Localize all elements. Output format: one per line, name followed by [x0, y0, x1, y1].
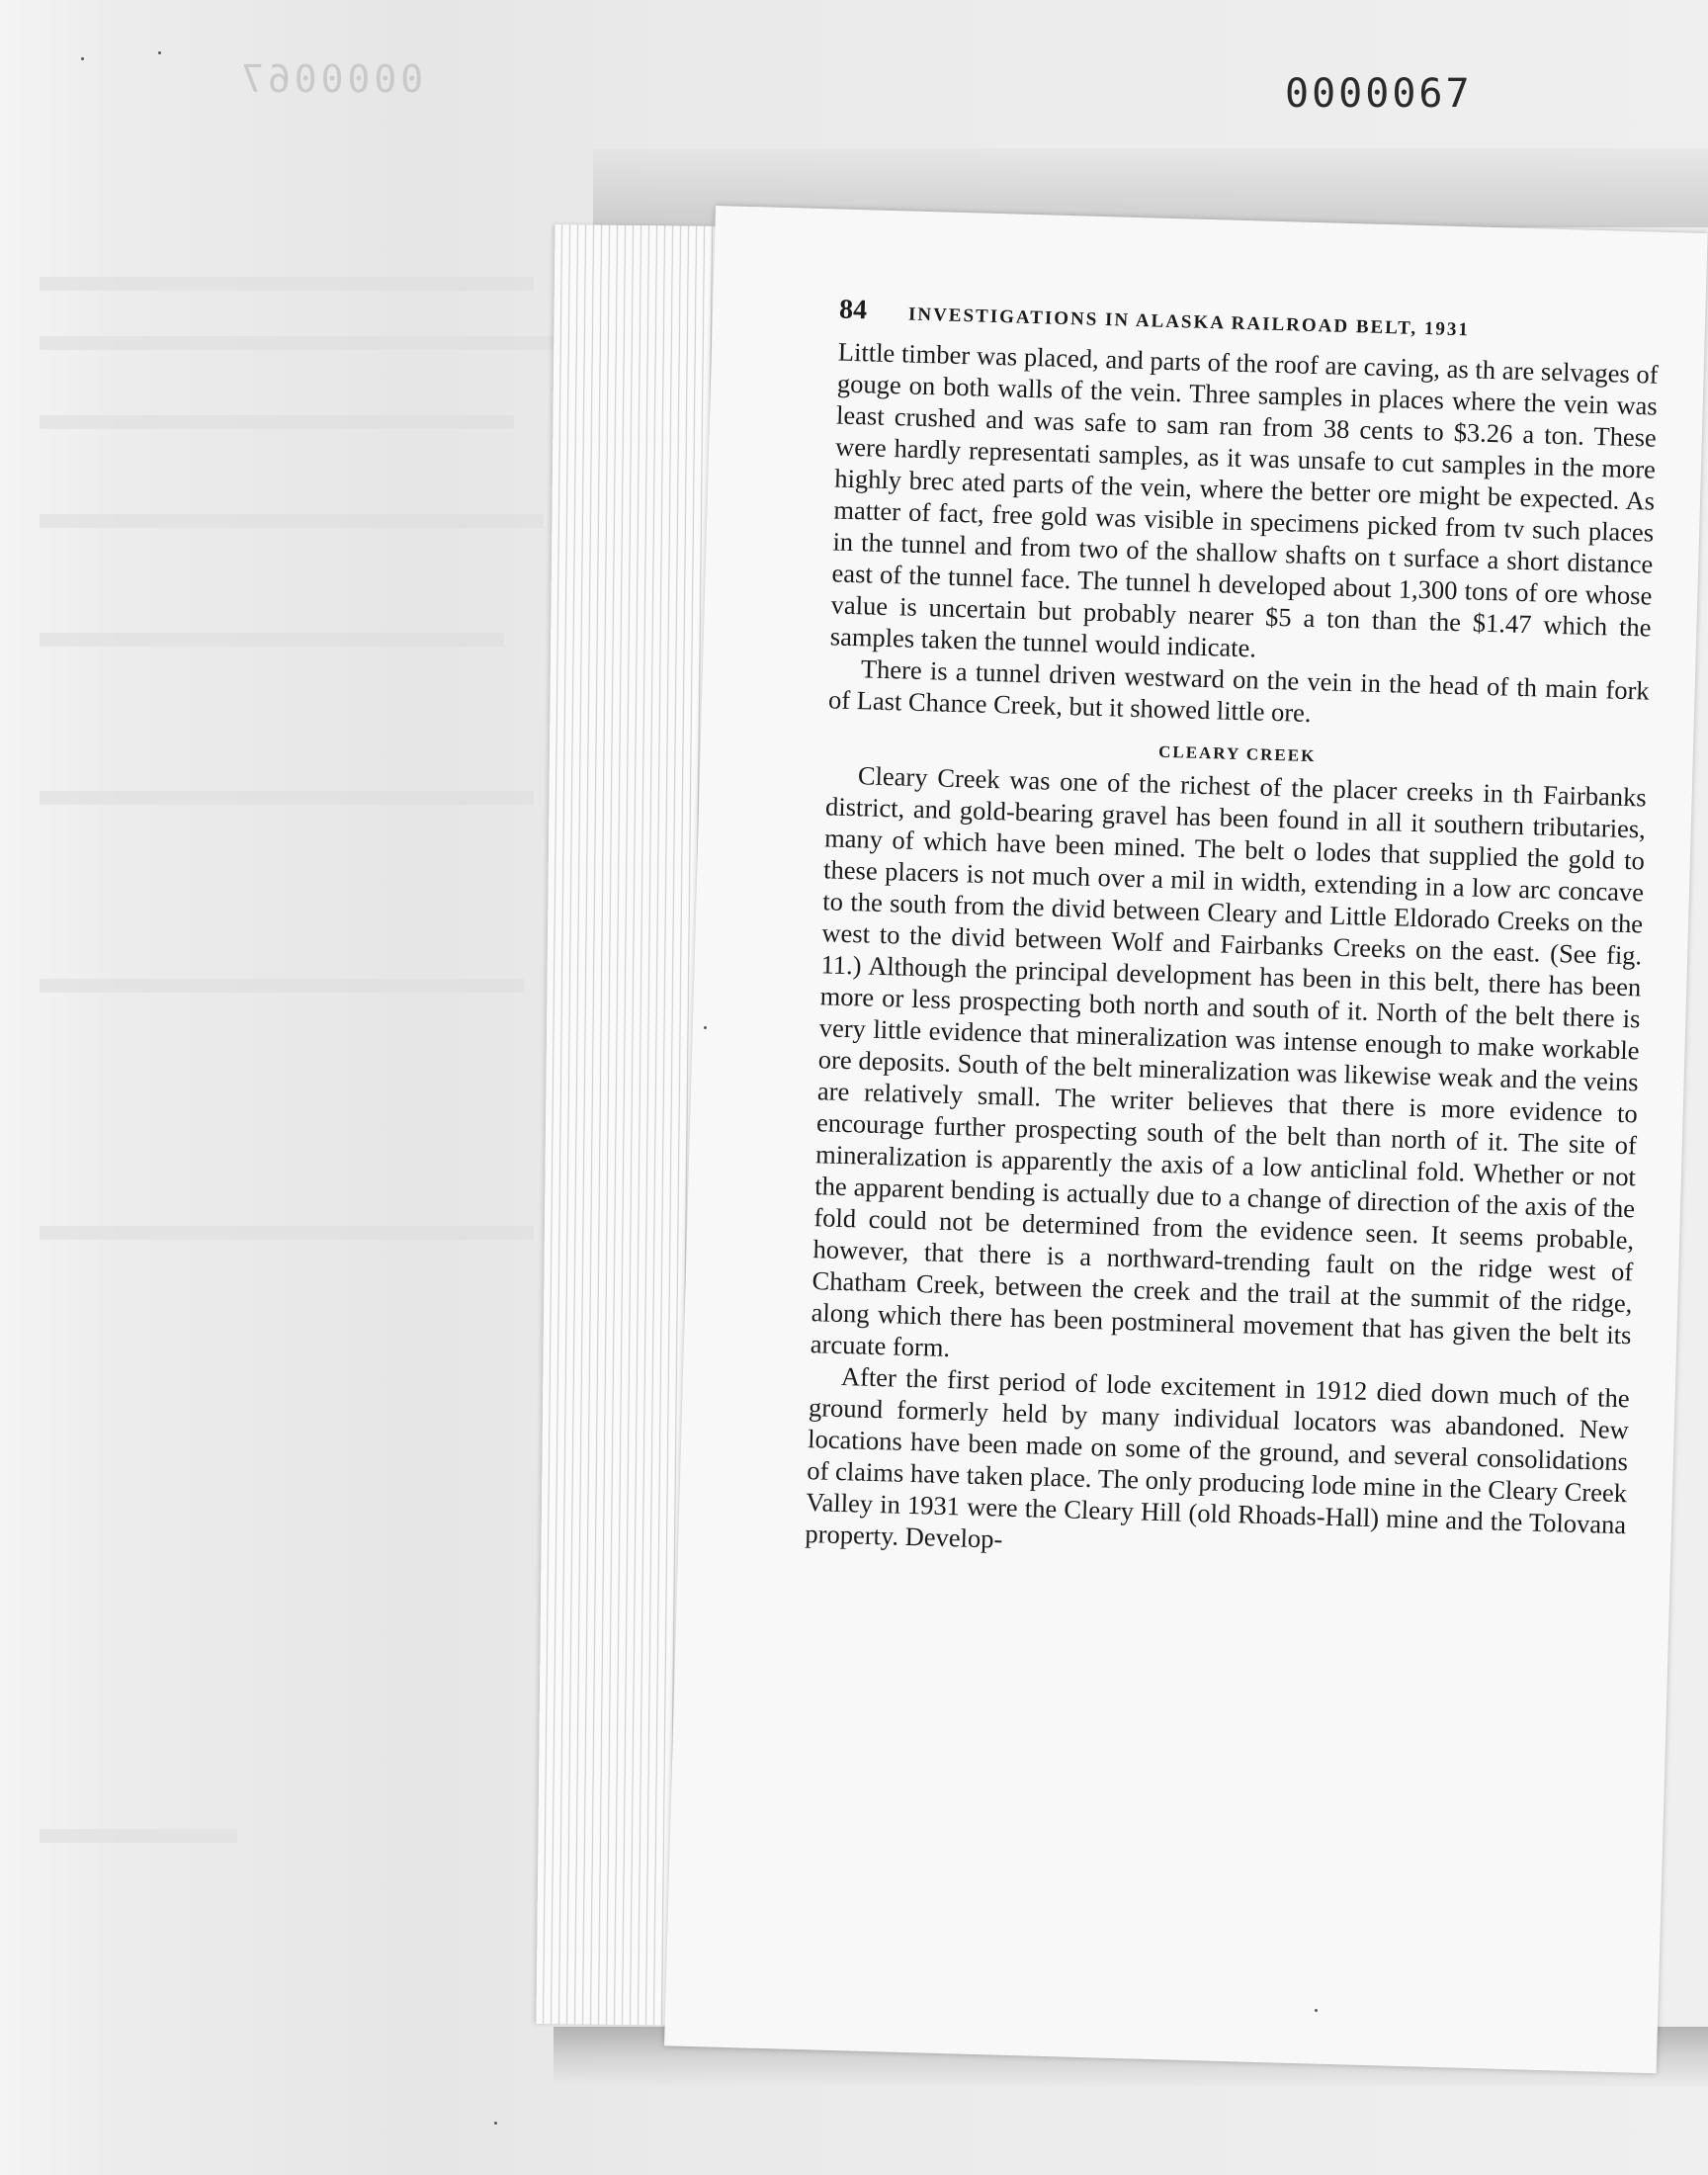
scan-speck [704, 1026, 707, 1029]
document-number: 0000067 [1285, 71, 1473, 117]
bleed-through-line [40, 415, 514, 429]
bleed-through-line [40, 1829, 237, 1843]
page-number: 84 [838, 294, 868, 326]
scan-speck [494, 2122, 497, 2125]
bleed-through-line [40, 633, 504, 647]
bleed-through-line [40, 791, 534, 805]
bleed-through-line [40, 277, 534, 291]
body-paragraph: Little timber was placed, and parts of the roof are caving, as th are selvages of gouge on both walls of the vein. Three samples in places where the vein was least crushed and was safe to sam ran from 38 cents to $3.26 a ton. These were hardly representati samples, as it was unsafe to cut samples in the more highly brec ated parts of the vein, where the better ore might be expected. As matter of fact, free gold was visible in specimens picked from tv such places in the tunnel and from two of the shallow shafts on t surface a short distance east of the tunnel face. The tunnel h developed about 1,300 tons of ore whose value is uncertain but probably nearer $5 a ton than the $1.47 which the samples taken the tunnel would indicate. [829, 336, 1660, 663]
bleed-through-line [40, 514, 544, 528]
body-paragraph: There is a tunnel driven westward on the vein in the head of th main fork of Last Chance Creek, but it showed little ore. [827, 653, 1651, 729]
scan-speck [158, 51, 161, 54]
bleed-through-line [40, 979, 524, 993]
body-paragraph: After the first period of lode excitement in 1912 died down much of the ground formerly held by many individual locators was abandoned. New locations have been made on some of the ground, and several consolidations of claims have taken place. The only producing lode mine in the Cleary Creek Valley in 1931 were the Cleary Hill (old Rhoads-Hall) mine and the Tolovana property. Develop- [805, 1361, 1631, 1554]
page-content [805, 295, 1660, 1573]
book-page [664, 206, 1708, 2073]
scan-speck [81, 57, 84, 60]
bleed-through-line [40, 336, 554, 350]
running-head-title: INVESTIGATIONS IN ALASKA RAILROAD BELT, 1931 [907, 304, 1471, 341]
body-paragraph: Cleary Creek was one of the richest of the placer creeks in th Fairbanks district, and gold-bearing gravel has been found in all it southern tributaries, many of which have been mined. The belt o lodes that supplied the gold to these placers is not much over a mil in width, extending in a low arc concave to the south from the divid between Cleary and Little Eldorado Creeks on the west to the divid between Wolf and Fairbanks Creeks on the east. (See fig. 11.) Although the principal development has been in this belt, there has been more or less prospecting both north and south of it. North of the belt there is very little evidence that mineralization was intense enough to make workable ore deposits. South of the belt mineralization was likewise weak and the veins are relatively small. The writer believes that there is more evidence to encourage further prospecting south of the belt than north of it. The site of mineralization is apparently the axis of a low anticlinal fold. Whether or not the apparent bending is actually due to a change of direction of the axis of the fold could not be determined from the evidence seen. It seems probable, however, that there is a northward-trending fault on the ridge west of Chatham Creek, between the creek and the trail at the summit of the ridge, along which there has been postmineral movement that has given the belt its arcuate form. [810, 760, 1648, 1363]
scan-speck [1315, 2009, 1318, 2012]
bleed-through-number: 0000067 [237, 57, 424, 101]
bleed-through-line [40, 1226, 534, 1240]
section-heading: CLEARY CREEK [1157, 741, 1317, 766]
